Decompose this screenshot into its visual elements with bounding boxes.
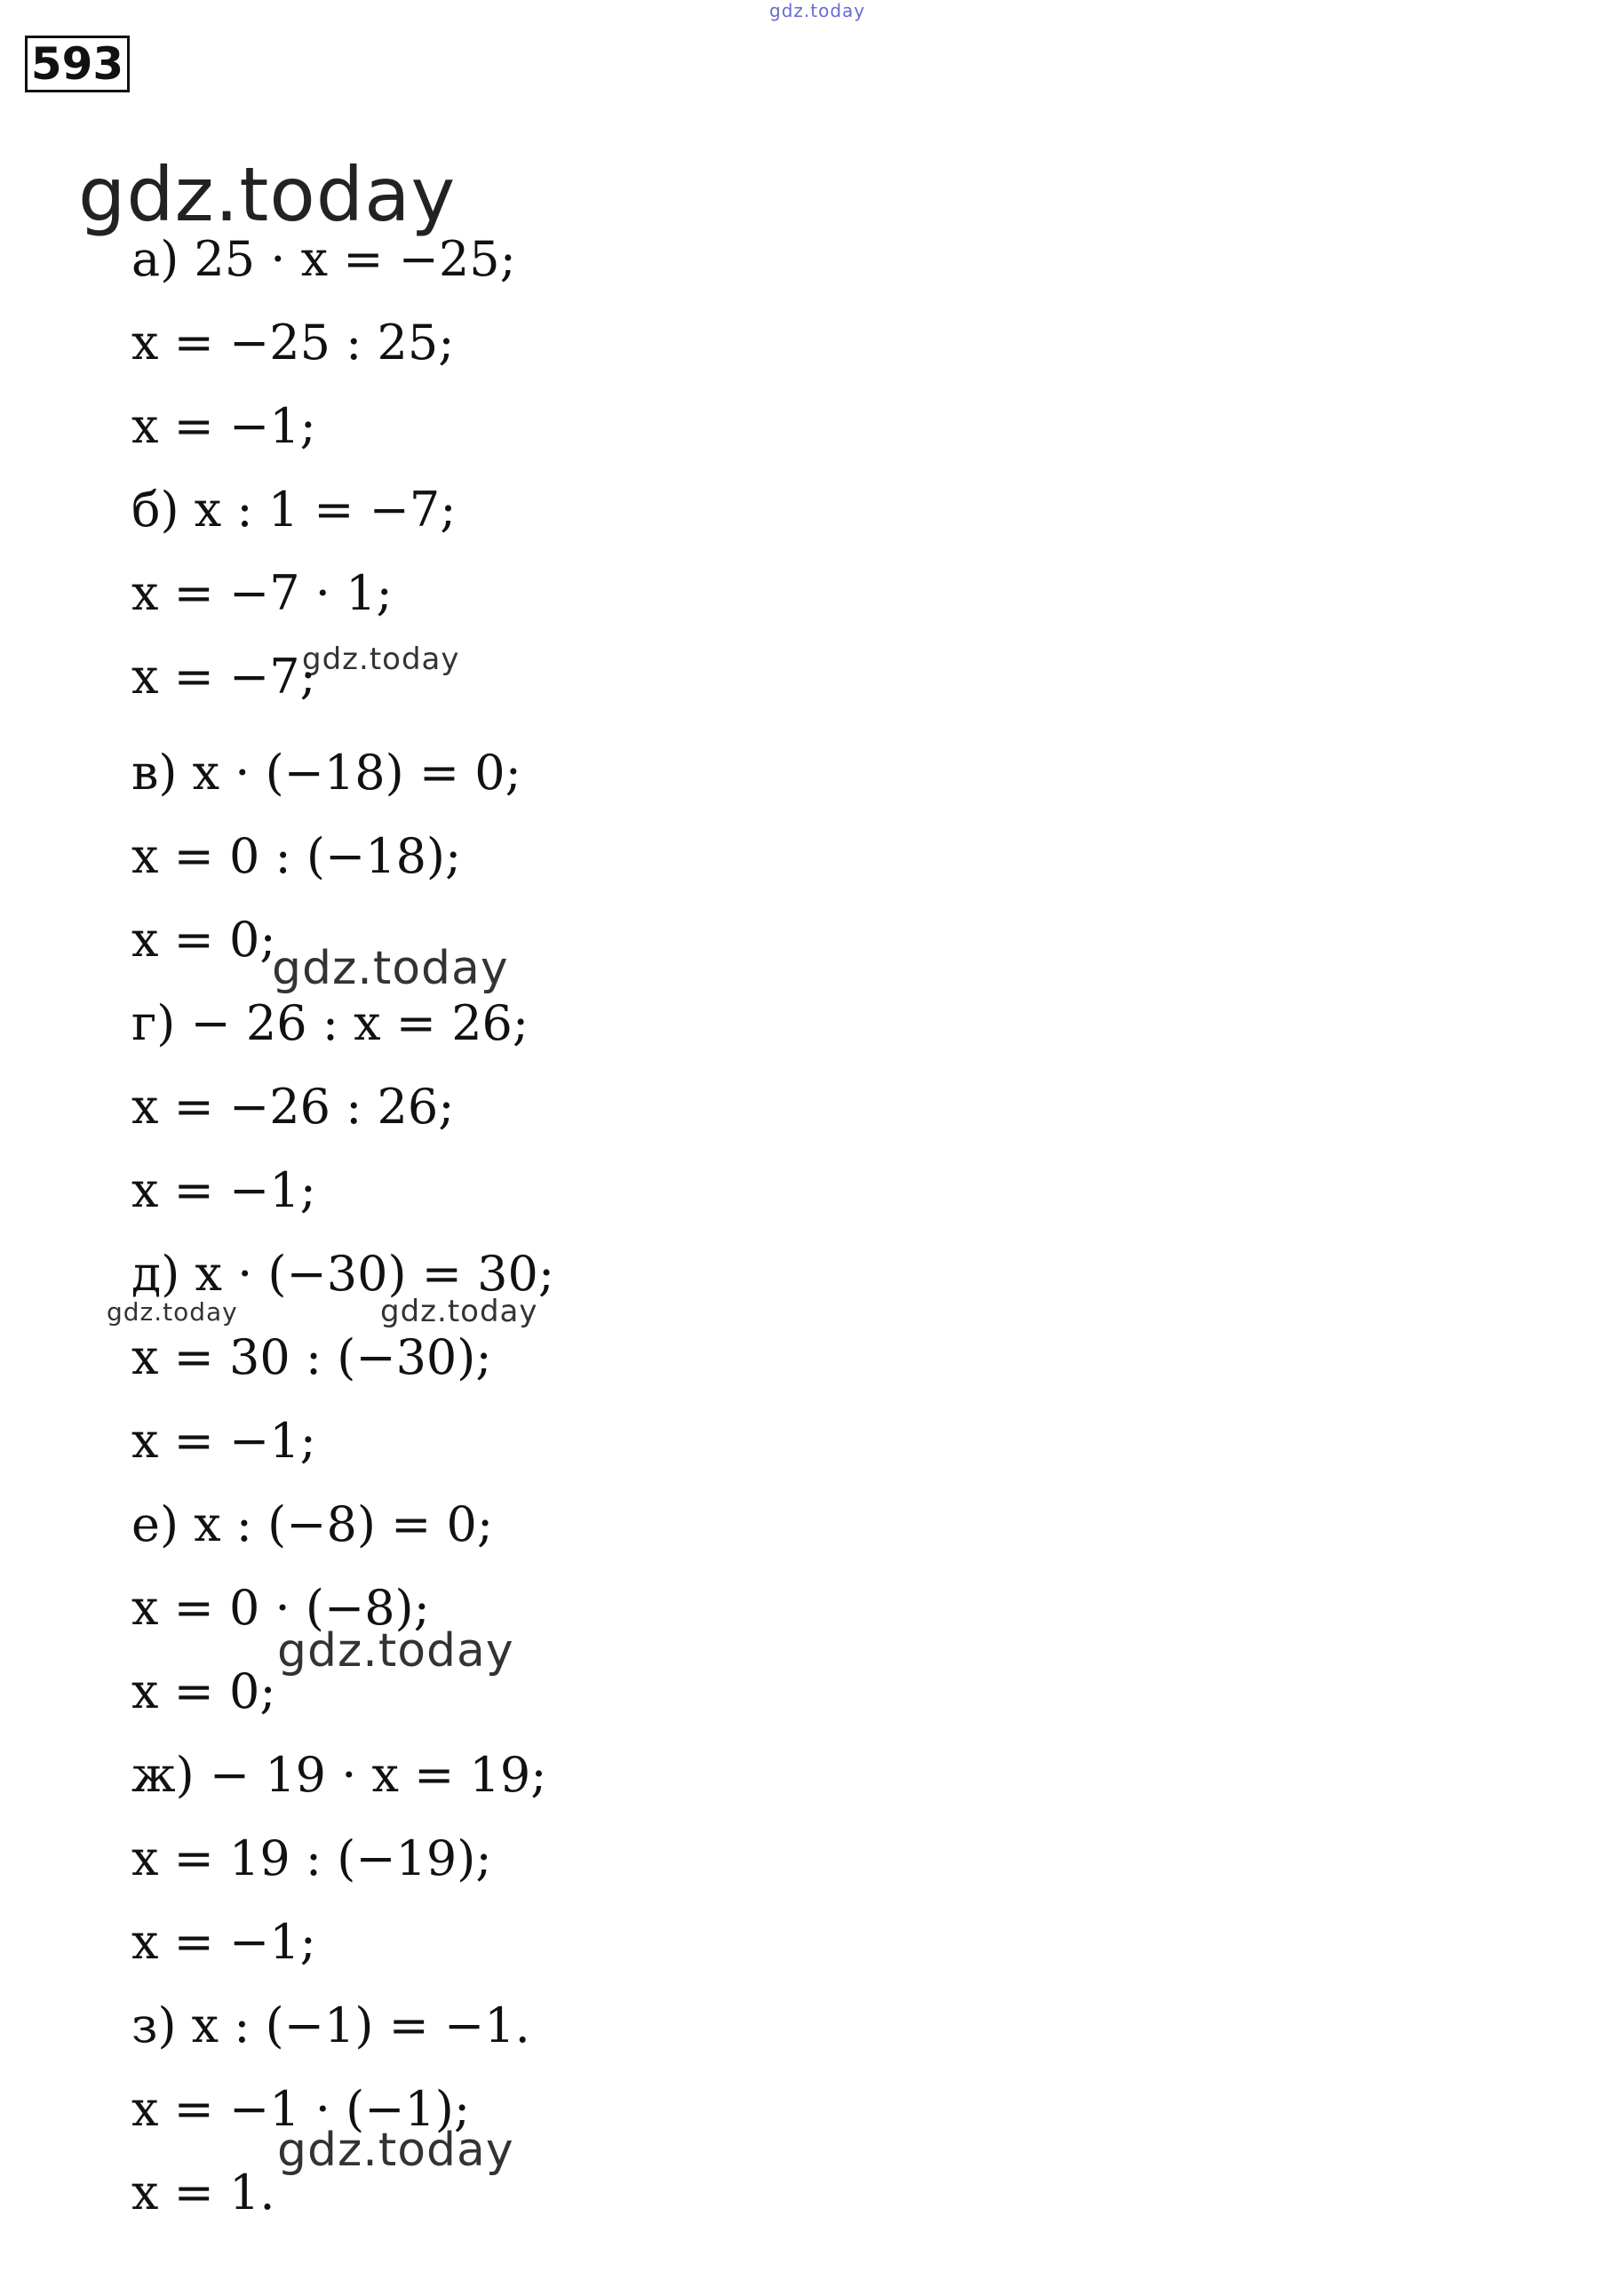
line-b-1: б) x : 1 = −7; [131, 482, 457, 538]
watermark-top: gdz.today [769, 0, 866, 21]
line-zh-1: ж) − 19 · x = 19; [131, 1747, 547, 1803]
line-z-2: x = −1 · (−1); [131, 2081, 471, 2137]
line-a-1: а) 25 · x = −25; [131, 231, 516, 287]
watermark-6: gdz.today [277, 2124, 514, 2177]
line-d-3: x = −1; [131, 1413, 316, 1469]
line-g-1: г) − 26 : x = 26; [131, 995, 529, 1051]
line-b-2: x = −7 · 1; [131, 565, 393, 621]
line-z-1: з) x : (−1) = −1. [131, 1997, 530, 2053]
line-zh-3: x = −1; [131, 1914, 316, 1970]
line-e-3: x = 0; [131, 1663, 276, 1719]
line-g-2: x = −26 : 26; [131, 1079, 455, 1135]
line-a-3: x = −1; [131, 398, 316, 454]
line-v-1: в) x · (−18) = 0; [131, 745, 521, 801]
line-g-3: x = −1; [131, 1162, 316, 1218]
line-e-2: x = 0 · (−8); [131, 1580, 430, 1636]
line-v-2: x = 0 : (−18); [131, 828, 462, 884]
watermark-3: gdz.today [107, 1297, 238, 1327]
watermark-title: gdz.today [78, 151, 457, 238]
line-v-3: x = 0; [131, 912, 276, 968]
problem-number: 593 [25, 36, 130, 92]
line-b-3: x = −7; [131, 649, 316, 705]
line-zh-2: x = 19 : (−19); [131, 1830, 492, 1886]
line-d-2: x = 30 : (−30); [131, 1329, 492, 1385]
watermark-1: gdz.today [302, 642, 460, 677]
watermark-5: gdz.today [277, 1624, 514, 1678]
line-e-1: е) x : (−8) = 0; [131, 1496, 494, 1552]
watermark-4: gdz.today [380, 1294, 538, 1329]
line-a-2: x = −25 : 25; [131, 315, 455, 371]
line-d-1: д) x · (−30) = 30; [131, 1246, 555, 1302]
line-z-3: x = 1. [131, 2164, 275, 2220]
watermark-2: gdz.today [272, 942, 509, 995]
